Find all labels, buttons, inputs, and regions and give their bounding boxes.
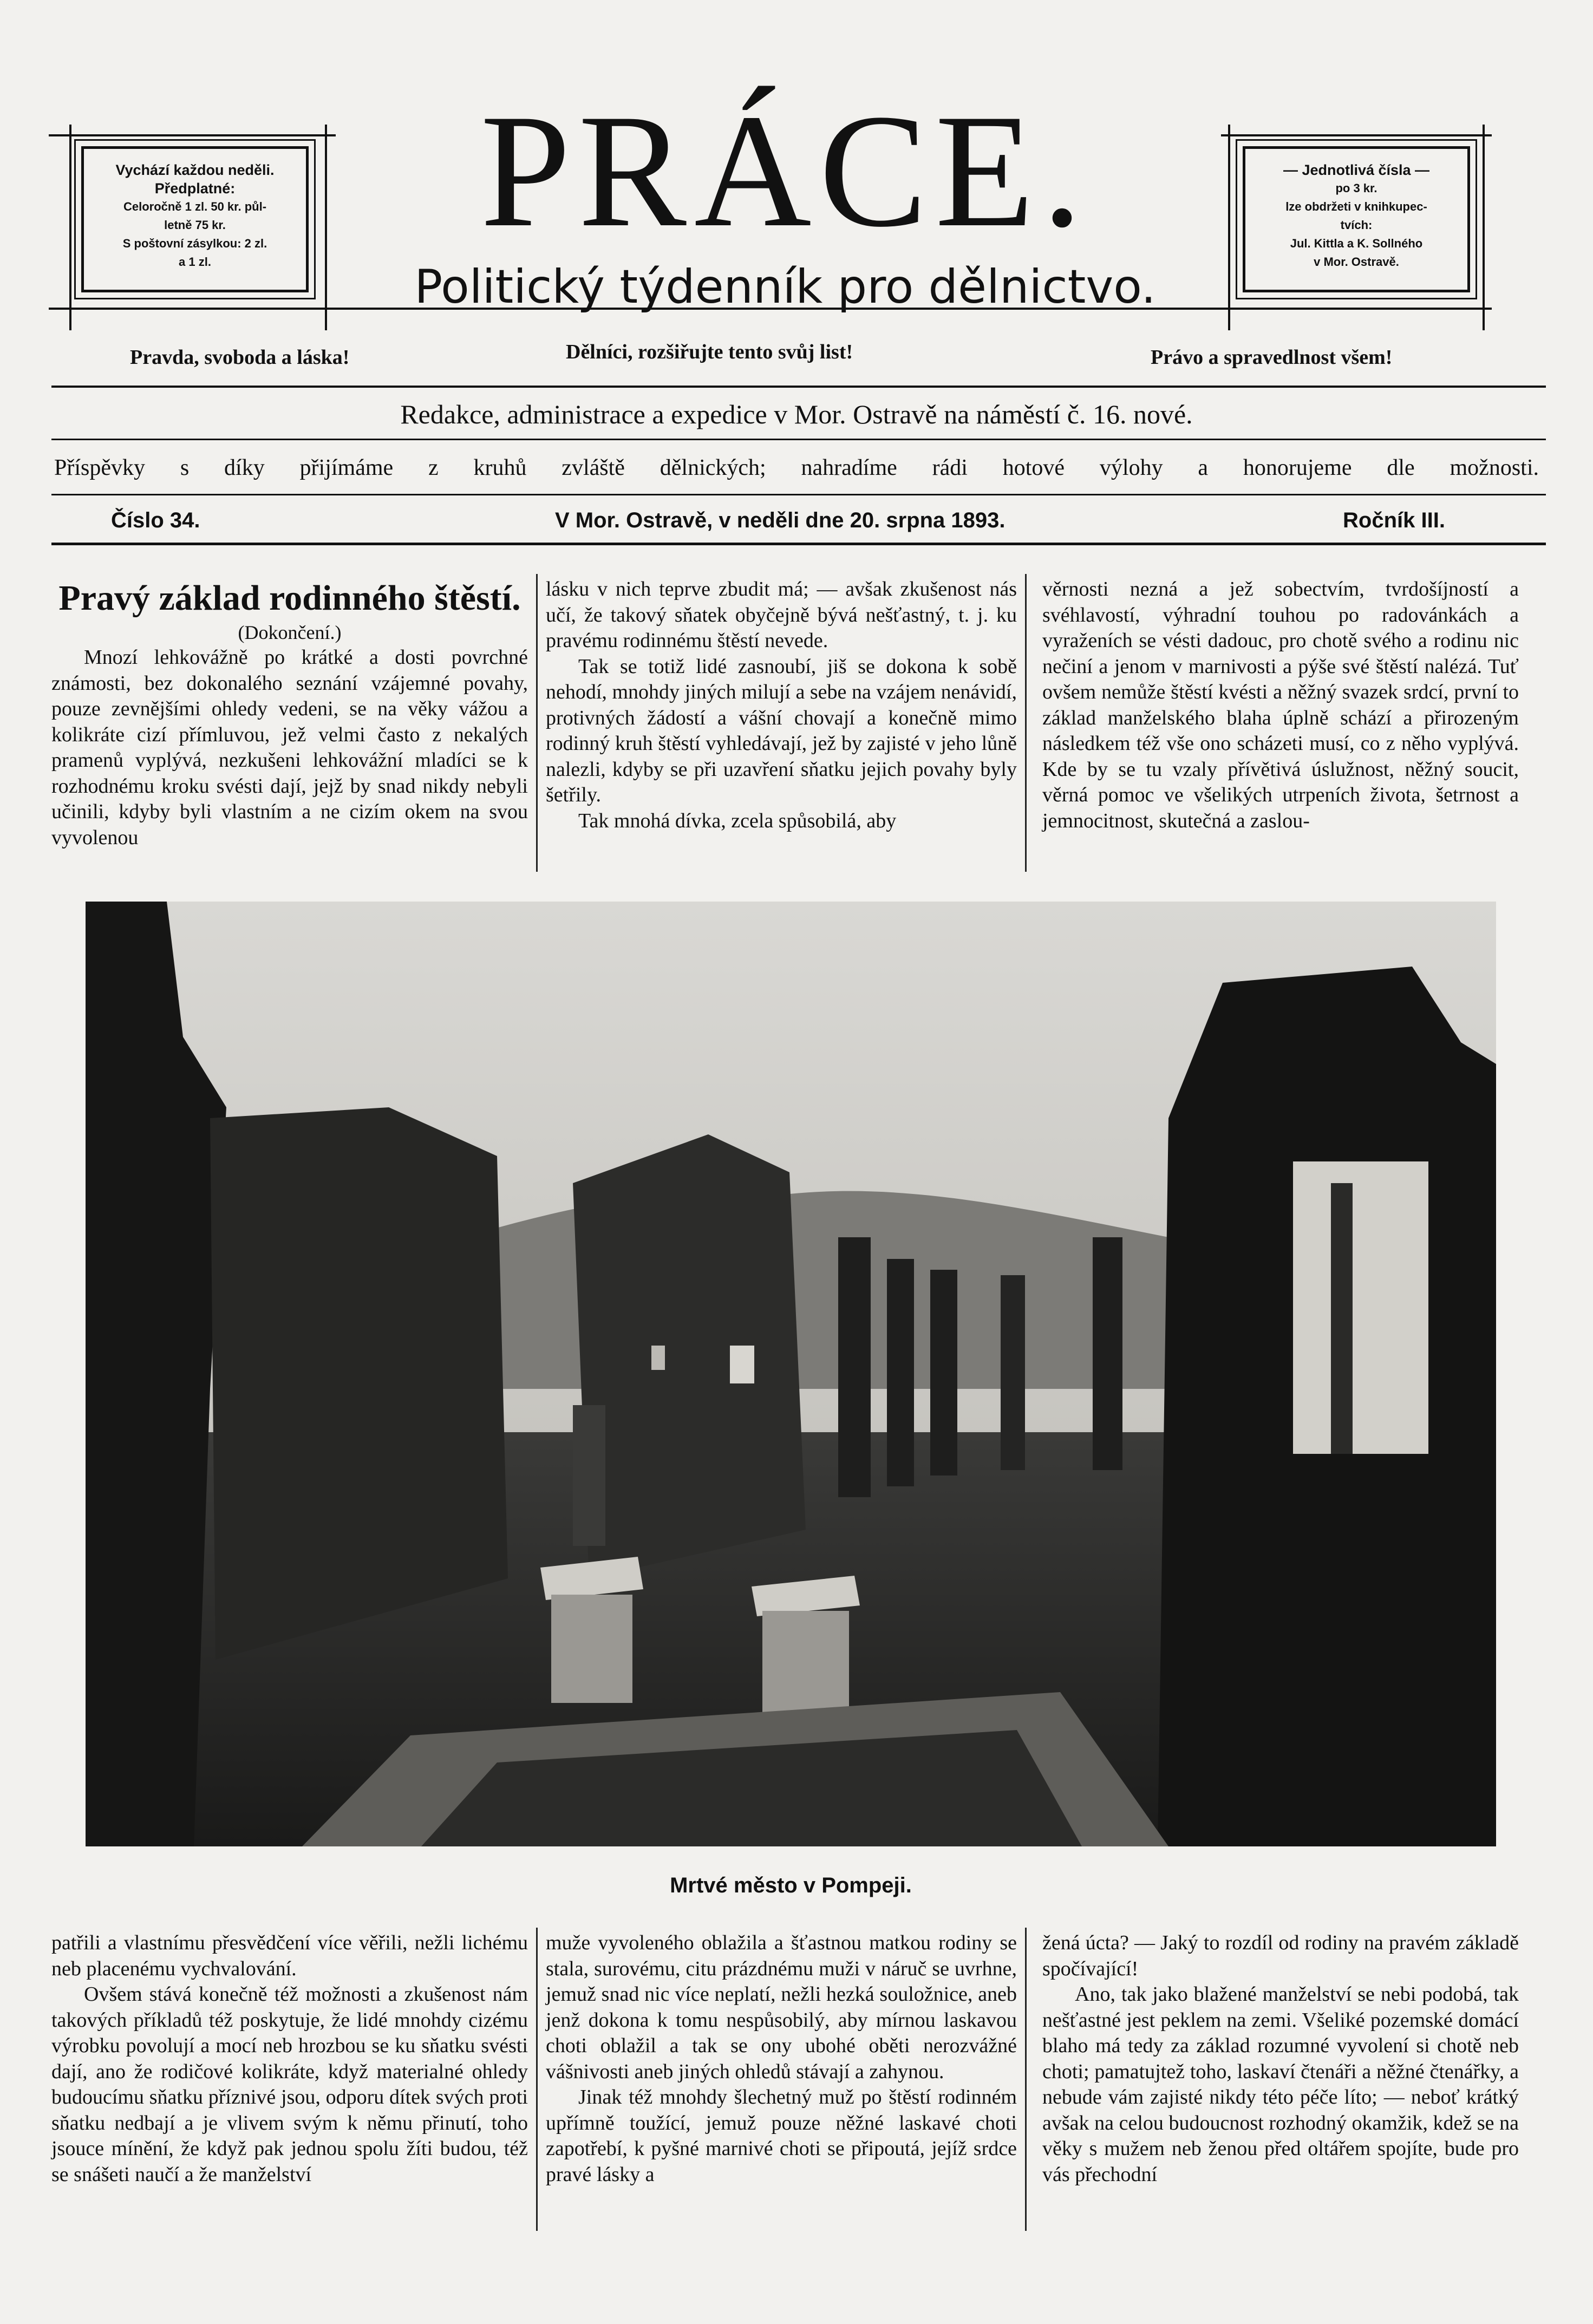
rule-4 (51, 543, 1546, 545)
article-title: Pravý základ rodinného štěstí. (58, 578, 521, 618)
column-rule-2-top (1025, 574, 1027, 872)
single-copy-line-3: lze obdržeti v knihkupec- (1285, 200, 1427, 213)
photo-center-window (730, 1346, 754, 1383)
photo-caption: Mrtvé město v Pompeji. (670, 1873, 912, 1897)
article-col3-paragraph: věrnosti nezná a jež sobectvím, tvrdošíjností a svéhlavostí, výhradní touhou po radovánkách a vyraženích se vésti dadouc, pro chotě svého a rodinu nic nečiní a jenom v marnivosti a pýše své štěstí nalézá. Tuť ovšem nemůže štěstí kvésti a něžný svazek srdcí, první to základ manželského blaha úplně schází a přirozeným následkem též vše ono scházeti musí, co z něho vyplývá. Kde by se tu vzaly přívětivá úslužnost, něžný soucit, věrná pomoc ve všelikých utrpeních života, šetrnost a jemnocitnost, skutečná a zaslou- (1042, 578, 1519, 832)
editorial-address: Redakce, administrace a expedice v Mor. Ostravě na náměstí č. 16. nové. (400, 399, 1193, 429)
photo-right-doorway (1293, 1161, 1428, 1454)
rule-2 (51, 439, 1546, 440)
subscription-line-1: Vychází každou neděli. (115, 162, 275, 178)
masthead-right-tick-2 (1483, 125, 1485, 330)
contributions-notice: Příspěvky s díky přijímáme z kruhů zvláště dělnických; nahradíme rádi hotové výlohy a honorujeme dle možnosti. (54, 455, 1539, 480)
article-col2-bottom-paragraph-2: Jinak též mnohdy šlechetný muž po štěstí rodinném upřímně toužící, jemuž pouze něžné laskavé choti zapotřebí, k pyšné marnivé choti se připoutá, jejíž srdce pravé lásky a (546, 2086, 1017, 2186)
masthead-left-tick (69, 125, 71, 330)
article-col2-bottom-paragraph-1: muže vyvoleného oblažila a šťastnou matkou rodiny se stala, surovému, citu prázdnému muži v náruč se uvrhne, jemuž snad nic více neplatí, nežli hezká souložnice, aneb jenž dokona k tomu nespůsobilý, aby mírnou laskavou choti oblažil a tak se ony ubohé oběti nerozvážné vášnivosti aneb jiných ohledů stávají a zahynou. (546, 1931, 1017, 2083)
photo-mountains (465, 1191, 1168, 1389)
motto-left: Pravda, svoboda a láska! (130, 346, 350, 369)
photo-column-2 (887, 1259, 914, 1486)
photo-center-window-2 (651, 1346, 665, 1370)
subscription-line-5: S poštovní zásylkou: 2 zl. (122, 237, 267, 250)
article-subtitle: (Dokončení.) (238, 622, 342, 643)
article-column-2-top (546, 577, 1017, 834)
article-column-1-top (51, 577, 528, 851)
photo-statue-pedestal (573, 1405, 605, 1546)
column-rule-1-bottom (536, 1928, 538, 2231)
column-rule-1-top (536, 574, 538, 872)
article-column-2-bottom (546, 1930, 1017, 2188)
single-copy-line-6: v Mor. Ostravě. (1314, 255, 1399, 269)
article-column-3-top (1042, 577, 1519, 834)
article-col1-bottom-paragraph-1: patřili a vlastnímu přesvědčení více věřili, nežli lichému neb placenému vychvalování. (51, 1931, 528, 1980)
photo-center-building (573, 1134, 806, 1578)
photo-column-1 (838, 1237, 871, 1497)
issue-number: Číslo 34. (111, 508, 200, 532)
subscription-box (81, 146, 309, 292)
rule-3 (51, 494, 1546, 495)
masthead-top-rule-right (1221, 134, 1492, 136)
motto-right: Právo a spravedlnost všem! (1151, 346, 1393, 369)
newspaper-title: PRÁCE. (480, 81, 1090, 260)
article-col2-paragraph-3: Tak mnohá dívka, zcela spůsobilá, aby (578, 809, 897, 832)
issue-date: V Mor. Ostravě, v neděli dne 20. srpna 1893. (555, 508, 1006, 532)
newspaper-subtitle: Politický týdenník pro dělnictvo. (414, 260, 1156, 314)
single-copy-line-1: — Jednotlivá čísla — (1283, 162, 1430, 178)
article-col2-paragraph-1: lásku v nich teprve zbudit má; — avšak zkušenost nás učí, že takový sňatek obyčejně bývá nešťastný, t. j. ku pravému rodinnému štěstí nevede. (546, 578, 1017, 652)
article-column-1-bottom (51, 1930, 528, 2188)
rule-1 (51, 386, 1546, 388)
subscription-line-3: Celoročně 1 zl. 50 kr. půl- (123, 200, 267, 213)
column-rule-2-bottom (1025, 1928, 1027, 2231)
article-col3-bottom-paragraph-1: žená úcta? — Jaký to rozdíl od rodiny na pravém základě spočívající! (1042, 1931, 1519, 1980)
article-col1-bottom-paragraph-2: Ovšem stává konečně též možnosti a zkušenost nám takových příkladů též poskytuje, že lidé mnohdy cizému výrobku povolují a mocí neb hrozbou se ku sňatku svésti dají, ano že rodičové kolikráte, když materialné ohledy budoucímu sňatku příznivé jsou, odporu dítek svých proti sňatku nedbají a je vlivem svým k němu přinutí, toho jsouce mínění, že když pak jednou spolu žíti budou, též se snášeti naučí a že manželství (51, 1983, 528, 2186)
single-copy-line-4: tvích: (1340, 218, 1373, 232)
photo-right-doorway-post (1331, 1183, 1353, 1454)
article-col3-bottom-paragraph-2: Ano, tak jako blažené manželství se nebi podobá, tak nešťastné jest peklem na zemi. Všeliké pozemské domácí blaho má tedy za základ rozumné vyvolení si chotě neb choti; pamatujtež toho, laskaví čtenáři a něžné čtenářky, a nebude vám zajisté nikdy této péče líto; — neboť krátký avšak na celou budoucnost rozhodný okamžik, kdež se na věky s mužem neb ženou před oltářem spojíte, bude pro vás přechodní (1042, 1983, 1519, 2186)
photo-column-4 (1001, 1275, 1025, 1470)
single-copy-line-5: Jul. Kittla a K. Sollného (1290, 237, 1423, 250)
photo-table-leg-left (551, 1595, 632, 1703)
photo-column-5 (1093, 1237, 1122, 1470)
pompeii-photograph (86, 902, 1496, 1846)
article-col1-paragraph: Mnozí lehkovážně po krátké a dosti povrchné známosti, bez dokonalého seznání vzájemné povahy, pouze zevnějšími ohledy vedeni, se na věky vážou a kolikráte cizí přímluvou, jež velmi často z nekalých pramenů vyplývá, nezkušeni lehkovážní mladíci se k rozhodnému kroku svésti dají, jejž by snad nikdy nebyli učinili, kdyby byli vlastním a ne cizím okem na svou vyvolenou (51, 646, 528, 849)
single-copy-line-2: po 3 kr. (1335, 181, 1377, 195)
article-col2-paragraph-2: Tak se totiž lidé zasnoubí, jiš se dokona k sobě nehodí, mnohdy jiných milují a sebe na vzájem nenávidí, protivných žádostí a vášní chovají a konečně mimo rodinný kruh štěstí vyhledávají, jež by zajisté v jeho lůně nalezli, kdyby se při uzavření sňatku jejich povahy byly šetřily. (546, 655, 1017, 806)
subscription-line-2: Předplatné: (154, 180, 236, 197)
masthead-top-rule-left (49, 134, 336, 136)
motto-center: Dělníci, rozšiřujte tento svůj list! (566, 341, 853, 363)
subscription-line-6: a 1 zl. (179, 255, 211, 269)
masthead-right-tick (1228, 125, 1230, 330)
article-column-3-bottom (1042, 1930, 1519, 2188)
photo-column-3 (930, 1270, 957, 1476)
subscription-line-4: letně 75 kr. (164, 218, 226, 232)
issue-year: Ročník III. (1343, 508, 1445, 532)
photo-left-wall (210, 1107, 508, 1660)
single-copy-box (1243, 146, 1470, 292)
masthead-left-tick-2 (325, 125, 327, 330)
